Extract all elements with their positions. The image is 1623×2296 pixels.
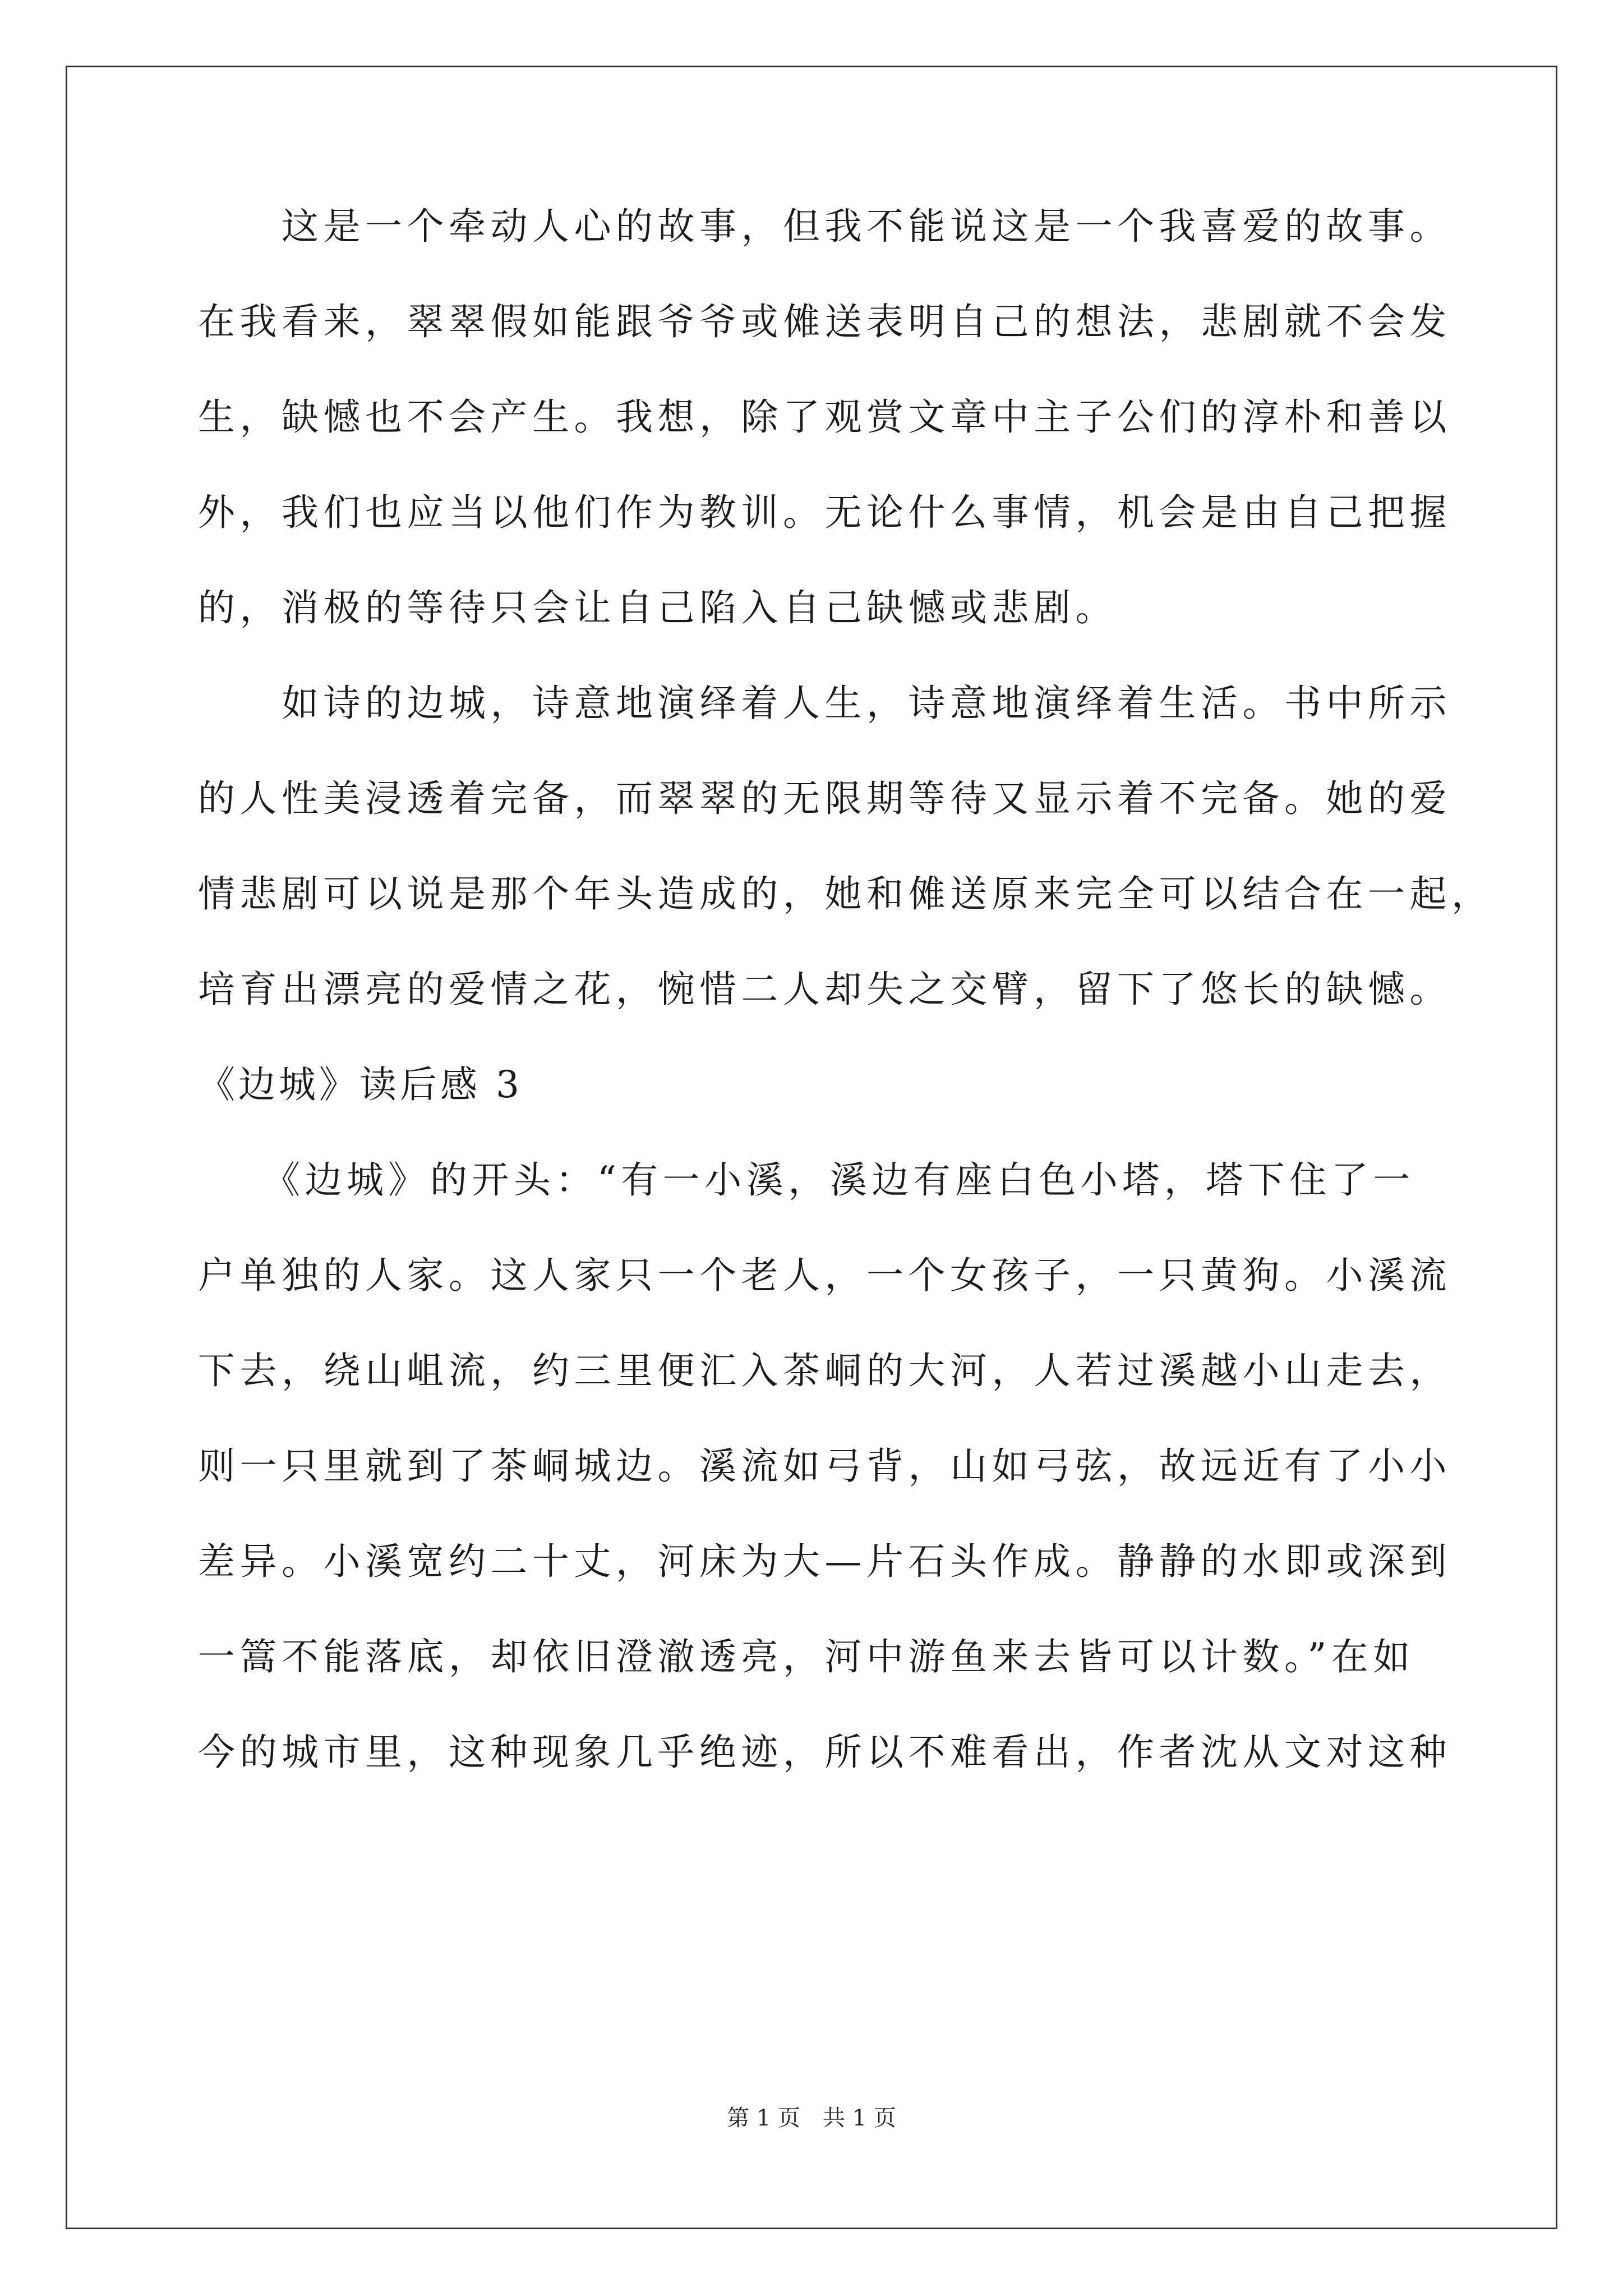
text-line-12: 户单独的人家。这人家只一个老人，一个女孩子，一只黄狗。小溪流 [198,1254,1451,1297]
section-heading: 《边城》读后感 3 [198,1063,523,1106]
text-line-5: 的，消极的等待只会让自己陷入自己缺憾或悲剧。 [198,586,1117,629]
text-line-8: 情悲剧可以说是那个年头造成的，她和傩送原来完全可以结合在一起， [198,872,1493,915]
page-footer: 第 1 页 共 1 页 [727,2105,896,2131]
text-line-17: 今的城市里，这种现象几乎绝迹，所以不难看出，作者沈从文对这种 [198,1731,1451,1774]
text-line-4: 外，我们也应当以他们作为教训。无论什么事情，机会是由自己把握 [198,491,1451,534]
page-border [66,66,1557,2229]
text-line-1: 这是一个牵动人心的故事，但我不能说这是一个我喜爱的故事。 [198,205,1451,248]
text-line-9: 培育出漂亮的爱情之花，惋惜二人却失之交臂，留下了悠长的缺憾。 [198,968,1451,1011]
text-line-7: 的人性美浸透着完备，而翠翠的无限期等待又显示着不完备。她的爱 [198,777,1451,820]
text-line-2: 在我看来，翠翠假如能跟爷爷或傩送表明自己的想法，悲剧就不会发 [198,300,1451,343]
text-line-3: 生，缺憾也不会产生。我想，除了观赏文章中主子公们的淳朴和善以 [198,395,1451,439]
text-line-15: 差异。小溪宽约二十丈，河床为大—片石头作成。静静的水即或深到 [198,1540,1451,1583]
text-line-13: 下去，绕山岨流，约三里便汇入茶峒的大河，人若过溪越小山走去， [198,1349,1451,1392]
text-line-14: 则一只里就到了茶峒城边。溪流如弓背，山如弓弦，故远近有了小小 [198,1444,1451,1488]
text-line-11: 《边城》的开头：“有一小溪，溪边有座白色小塔，塔下住了一 [198,1158,1415,1202]
text-line-16: 一篙不能落底，却依旧澄澈透亮，河中游鱼来去皆可以计数。”在如 [198,1635,1415,1678]
text-line-6: 如诗的边城，诗意地演绎着人生，诗意地演绎着生活。书中所示 [198,682,1451,725]
